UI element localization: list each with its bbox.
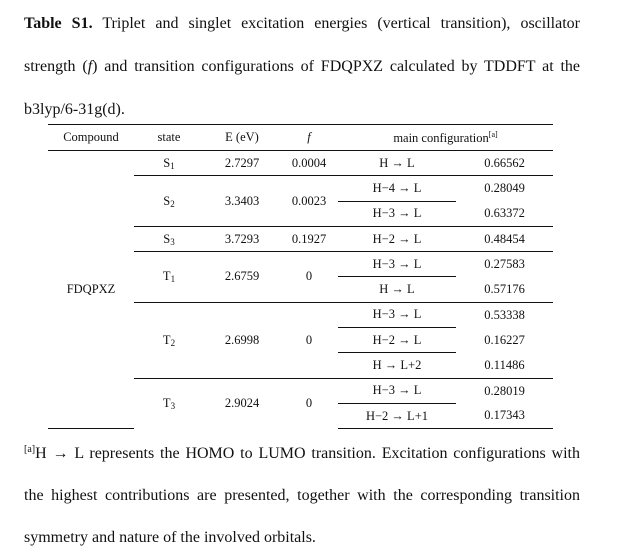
oscillator-cell: 0 — [280, 378, 338, 429]
transition-cell: H−3 → L — [338, 201, 456, 226]
state-cell: $T_3$ — [134, 378, 204, 429]
caption-f-symbol: f — [87, 58, 93, 75]
transition-cell: H → L — [379, 155, 415, 170]
oscillator-cell: 0.0004 — [291, 155, 327, 170]
energy-cell: 2.9024 — [204, 378, 280, 429]
weight-cell: 0.11486 — [484, 357, 525, 372]
table-row — [48, 151, 553, 176]
weight-cell: 0.28049 — [456, 176, 553, 201]
weight-cell: 0.48454 — [456, 226, 553, 251]
footnote-mark: [a] — [24, 444, 36, 455]
transition-cell: H → L+2 — [338, 353, 456, 378]
state-cell: $S_1$ — [163, 155, 175, 171]
header-compound: Compound — [48, 125, 134, 151]
table-header-row — [48, 125, 553, 151]
transition-cell: H → L — [338, 277, 456, 302]
header-main-configuration: main configuration[a] — [338, 125, 553, 151]
energy-cell: 2.7297 — [224, 155, 260, 170]
oscillator-cell: 0.0023 — [280, 176, 338, 227]
weight-cell: 0.53338 — [456, 302, 553, 327]
weight-cell: 0.28019 — [456, 378, 553, 403]
weight-cell: 0.16227 — [484, 332, 525, 347]
footnote-text: H → L represents the HOMO to LUMO transition. Excitation configurations with the highest contributions are presented, together with the corresponding transition symmetry and nature of the involved orbitals. — [24, 445, 580, 546]
caption-text-2: ) and transition configurations of FDQPXZ calculated by TDDFT at the b3lyp/6-31g(d). — [24, 58, 581, 118]
caption-text-1: Triplet and singlet excitation energies (vertical transition), oscillator strength ( — [24, 15, 580, 75]
transition-cell: H−2 → L — [338, 226, 456, 251]
weight-cell: 0.57176 — [484, 281, 525, 296]
transition-cell: H−2 → L — [338, 328, 456, 353]
oscillator-cell: 0 — [280, 252, 338, 303]
table-caption — [24, 2, 580, 131]
energy-cell: 3.3403 — [204, 176, 280, 227]
state-cell: $T_2$ — [134, 302, 204, 378]
state-cell: $T_1$ — [134, 252, 204, 303]
excitation-table — [48, 124, 553, 429]
weight-cell: 0.66562 — [484, 155, 525, 170]
state-cell: $S_3$ — [134, 226, 204, 251]
header-state: state — [134, 125, 204, 151]
weight-cell: 0.63372 — [484, 205, 525, 220]
weight-cell: 0.17343 — [456, 403, 553, 428]
energy-cell: 2.6998 — [204, 302, 280, 378]
transition-cell: H−3 → L — [338, 378, 456, 403]
transition-cell: H−2 → L+1 — [338, 403, 456, 428]
compound-name: FDQPXZ — [48, 151, 134, 429]
caption-label: Table S1. — [24, 15, 93, 32]
energy-cell: 2.6759 — [204, 252, 280, 303]
header-energy: E (eV) — [204, 125, 280, 151]
table-footnote — [24, 429, 580, 559]
transition-cell: H−4 → L — [338, 176, 456, 201]
header-oscillator: f — [280, 125, 338, 151]
oscillator-cell: 0 — [280, 302, 338, 378]
weight-cell: 0.27583 — [456, 252, 553, 277]
energy-cell: 3.7293 — [204, 226, 280, 251]
oscillator-cell: 0.1927 — [280, 226, 338, 251]
transition-cell: H−3 → L — [338, 252, 456, 277]
transition-cell: H−3 → L — [338, 302, 456, 327]
state-cell: $S_2$ — [134, 176, 204, 227]
